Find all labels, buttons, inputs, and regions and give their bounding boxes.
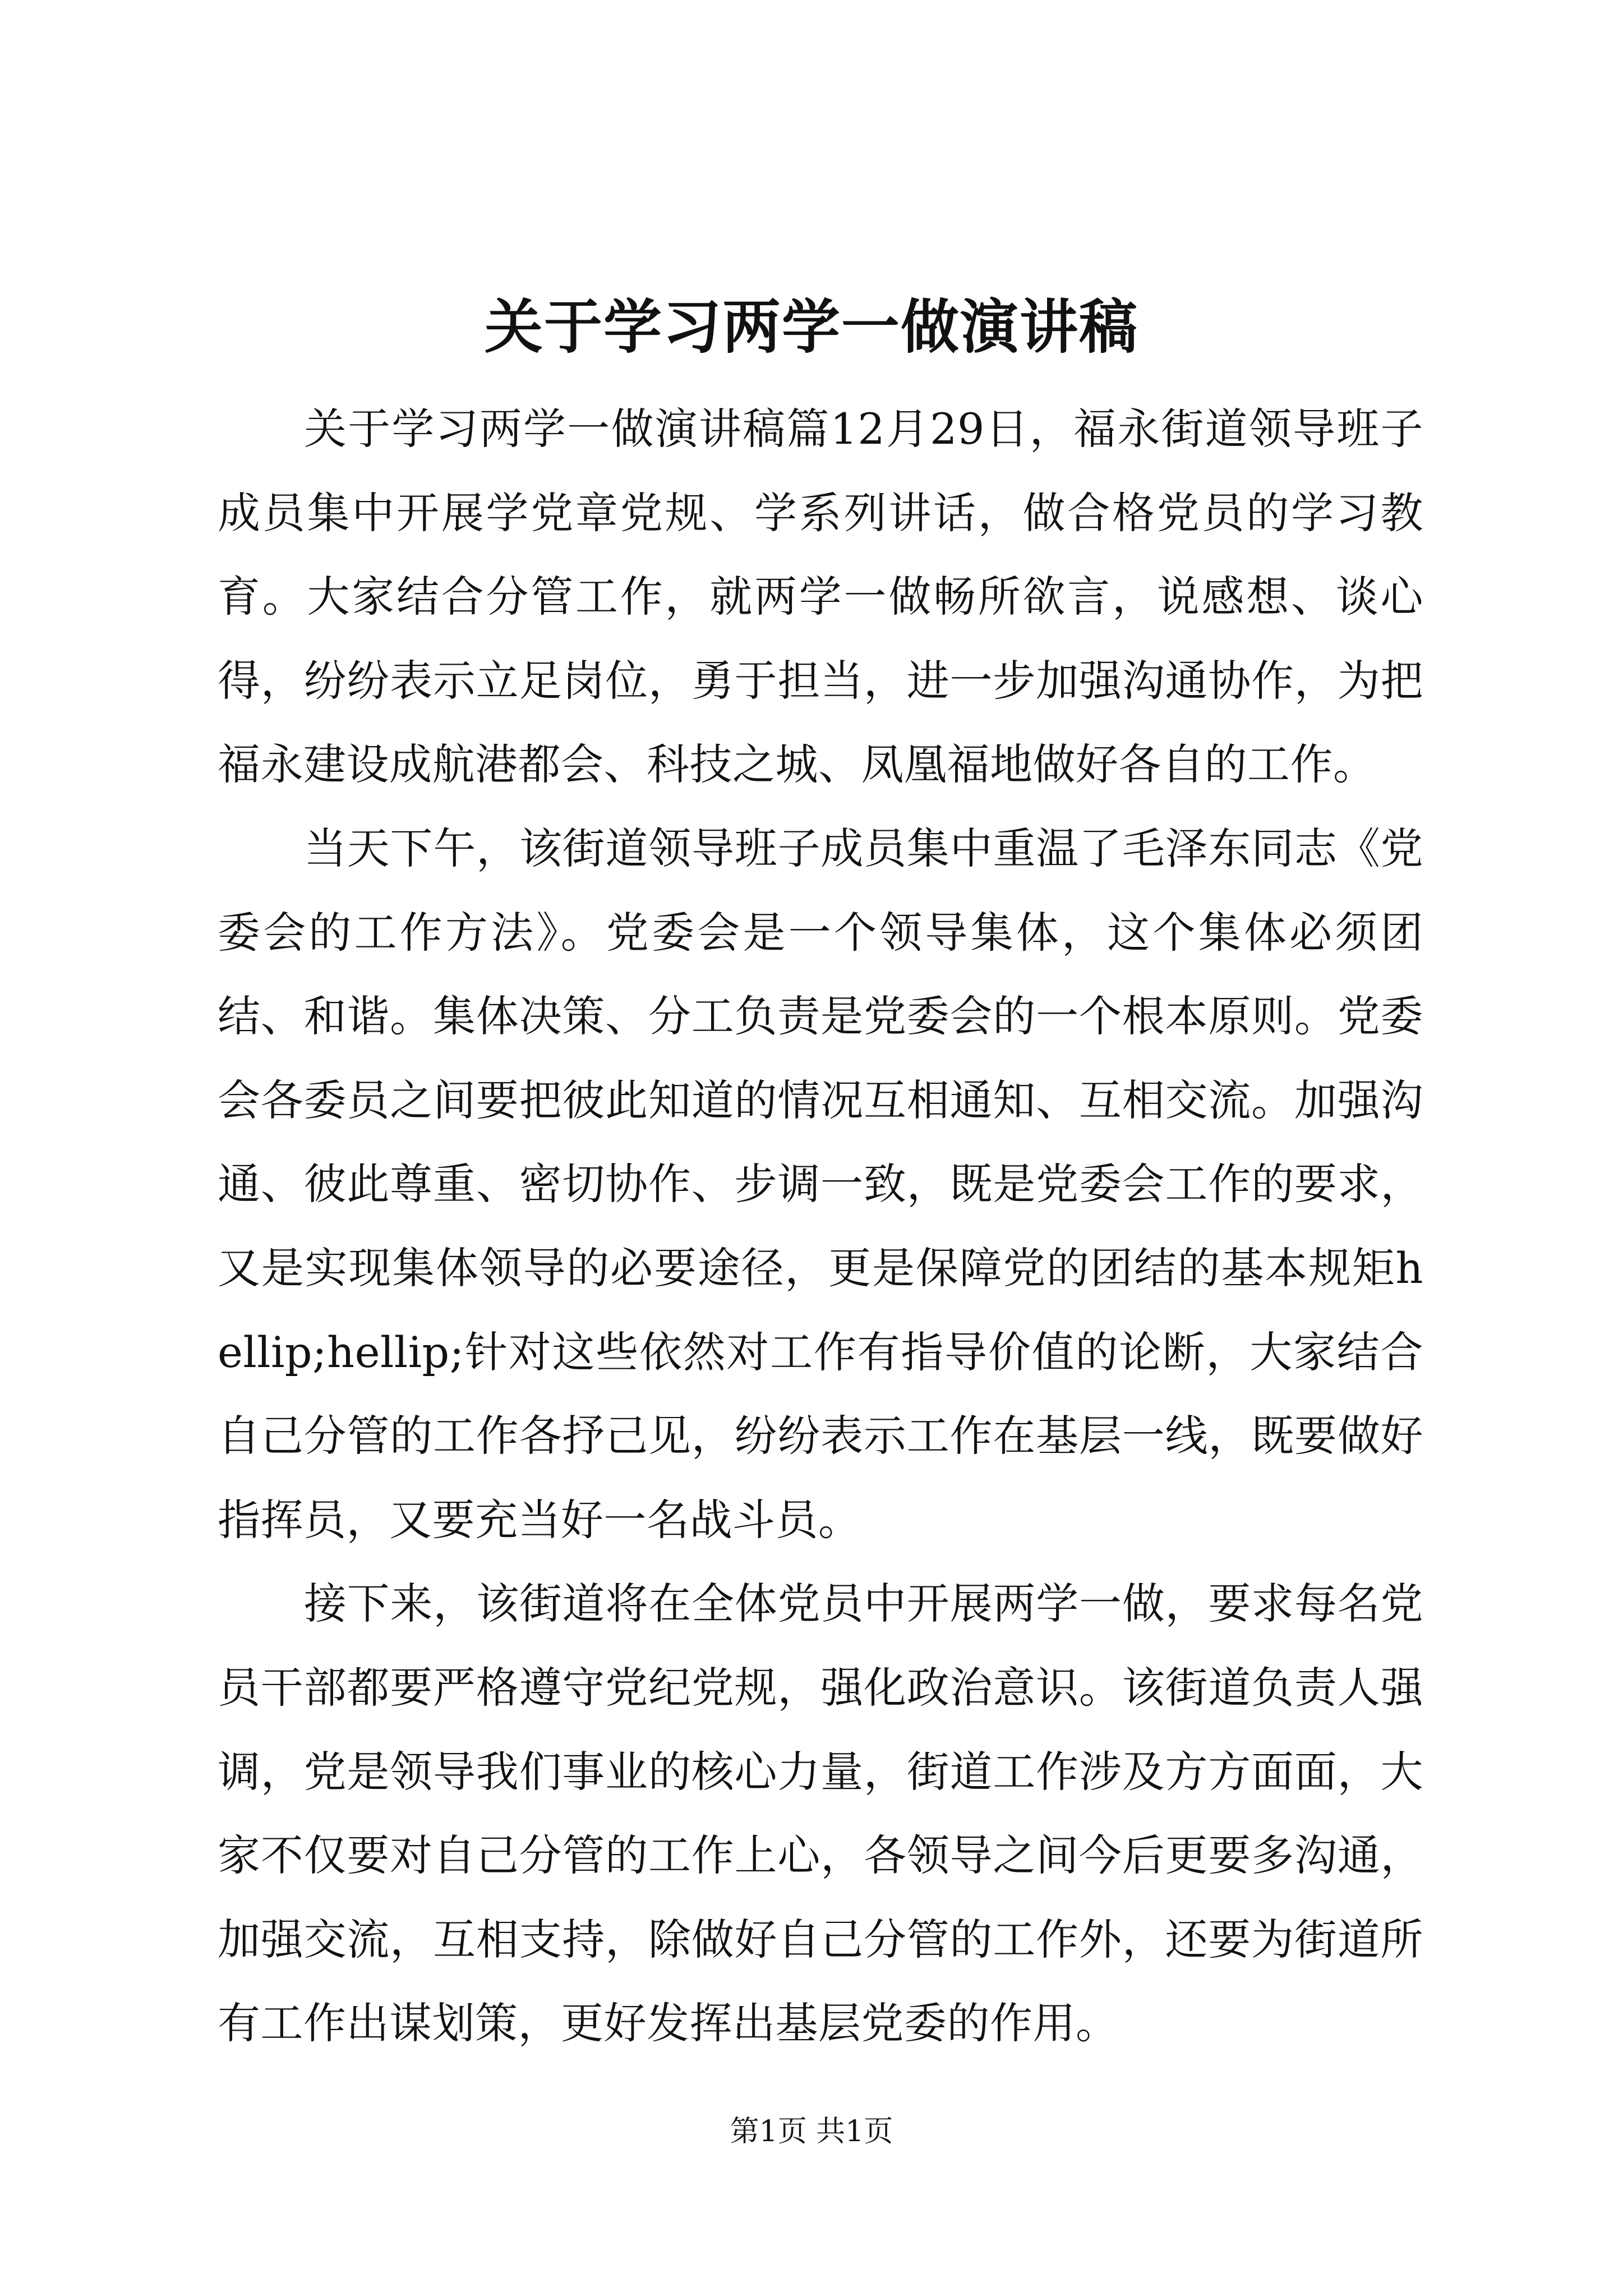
paragraph-3: 接下来，该街道将在全体党员中开展两学一做，要求每名党员干部都要严格遵守党纪党规，强化政治意识。该街道负责人强调，党是领导我们事业的核心力量，街道工作涉及方方面面，大家不仅要对自己分管的工作上心，各领导之间今后更要多沟通，加强交流，互相支持，除做好自己分管的工作外，还要为街道所有工作出谋划策，更好发挥出基层党委的作用。 — [218, 1579, 1423, 2049]
document-body — [218, 387, 1423, 2065]
page-footer: 第1页 共1页 — [730, 2115, 893, 2148]
paragraph-1: 关于学习两学一做演讲稿篇12月29日，福永街道领导班子成员集中开展学党章党规、学系列讲话，做合格党员的学习教育。大家结合分管工作，就两学一做畅所欲言，说感想、谈心得，纷纷表示立足岗位，勇于担当，进一步加强沟通协作，为把福永建设成航港都会、科技之城、凤凰福地做好各自的工作。 — [218, 404, 1423, 790]
page-title: 关于学习两学一做演讲稿 — [484, 292, 1138, 361]
paragraph-2: 当天下午，该街道领导班子成员集中重温了毛泽东同志《党委会的工作方法》。党委会是一个领导集体，这个集体必须团结、和谐。集体决策、分工负责是党委会的一个根本原则。党委会各委员之间要把彼此知道的情况互相通知、互相交流。加强沟通、彼此尊重、密切协作、步调一致，既是党委会工作的要求，又是实现集体领导的必要途径，更是保障党的团结的基本规矩hellip;hellip;针对这些依然对工作有指导价值的论断，大家结合自己分管的工作各抒己见，纷纷表示工作在基层一线，既要做好指挥员，又要充当好一名战斗员。 — [218, 823, 1423, 1545]
